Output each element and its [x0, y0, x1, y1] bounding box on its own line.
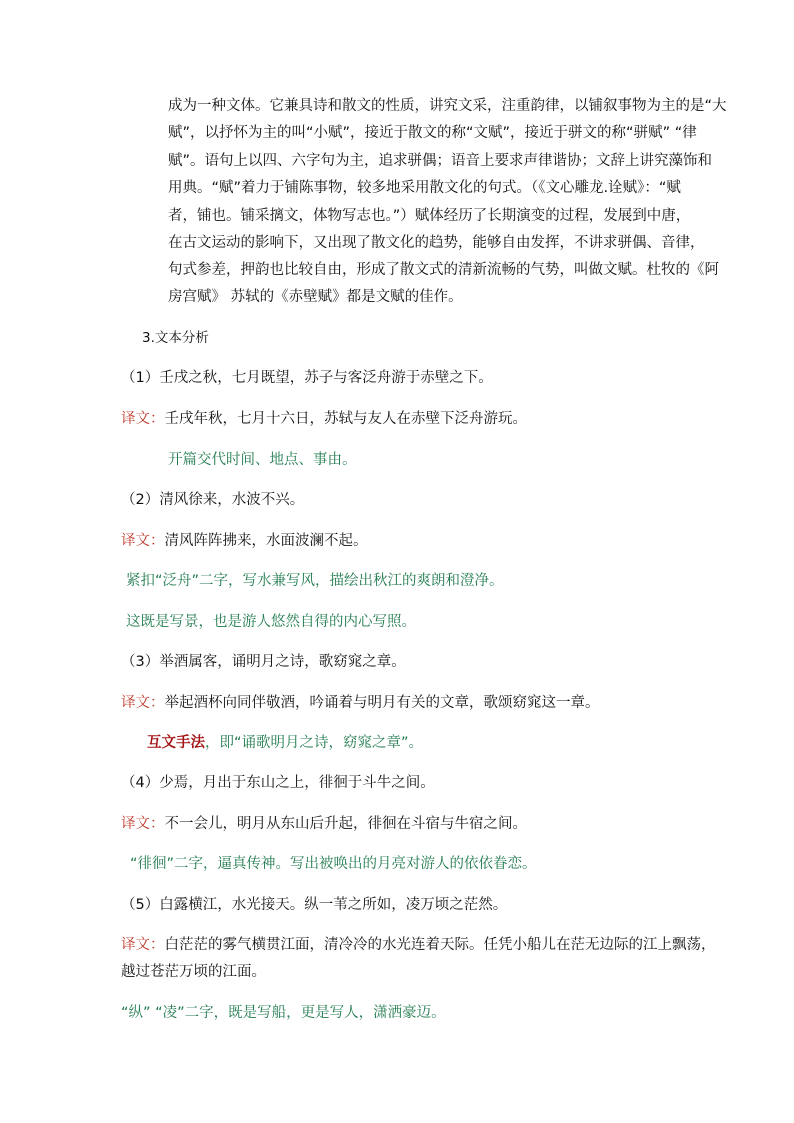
analysis-note: 紧扣“泛舟”二字，写水兼写风，描绘出秋江的爽朗和澄净。 [126, 573, 504, 589]
intro-line: 用典。“赋”着力于铺陈事物，较多地采用散文化的句式。（《文心雕龙.诠赋》：“赋 [168, 180, 681, 196]
translation-text: 白茫茫的雾气横贯江面，清冷冷的水光连着天际。任凭小船儿在茫无边际的江上飘荡， [164, 937, 716, 953]
analysis-note-text: ，即“诵歌明月之诗，窈窕之章”。 [205, 735, 424, 751]
translation-text: 不一会儿，明月从东山后升起，徘徊在斗宿与牛宿之间。 [164, 816, 527, 832]
original-sentence: （5）白露横江，水光接天。纵一苇之所如，凌万顷之茫然。 [121, 897, 508, 913]
analysis-note: 开篇交代时间、地点、事由。 [168, 452, 357, 468]
intro-line: 赋”。语句上以四、六字句为主，追求骈偶；语音上要求声律谐协；文辞上讲究藻饰和 [168, 153, 713, 169]
translation-label: 译文： [121, 937, 165, 953]
translation-text: 举起酒杯向同伴敬酒，吟诵着与明月有关的文章，歌颂窈窕这一章。 [164, 695, 600, 711]
translation-line [121, 409, 527, 429]
translation-label: 译文： [121, 533, 165, 549]
original-sentence: （3）举酒属客，诵明月之诗，歌窈窕之章。 [121, 654, 406, 670]
intro-line: 句式参差，押韵也比较自由，形成了散文式的清新流畅的气势，叫做文赋。杜牧的《阿 [168, 262, 719, 278]
analysis-note [147, 733, 423, 753]
analysis-note: “徘徊”二字，逼真传神。写出被唤出的月亮对游人的依依眷恋。 [130, 856, 537, 872]
intro-line: 成为一种文体。它兼具诗和散文的性质，讲究文采，注重韵律，以铺叙事物为主的是“大 [168, 98, 727, 114]
translation-line [121, 693, 600, 713]
translation-label: 译文： [121, 411, 165, 427]
section-heading: 3.文本分析 [142, 330, 209, 346]
intro-line: 在古文运动的影响下，又出现了散文化的趋势，能够自由发挥，不讲求骈偶、音律， [168, 235, 705, 251]
intro-line: 赋”，以抒怀为主的叫“小赋”，接近于散文的称“文赋”，接近于骈文的称“骈赋” “律 [168, 125, 697, 141]
translation-text: 壬戌年秋，七月十六日，苏轼与友人在赤壁下泛舟游玩。 [164, 411, 527, 427]
translation-line [121, 814, 527, 834]
original-sentence: （1）壬戌之秋，七月既望，苏子与客泛舟游于赤壁之下。 [121, 370, 493, 386]
original-sentence: （4）少焉，月出于东山之上，徘徊于斗牛之间。 [121, 775, 435, 791]
rhetoric-term: 互文手法 [147, 735, 205, 751]
intro-line: 者，铺也。铺采摛文，体物写志也。”）赋体经历了长期演变的过程，发展到中唐， [168, 208, 691, 224]
translation-label: 译文： [121, 816, 165, 832]
translation-line [121, 935, 716, 955]
analysis-note: “纵” “凌”二字，既是写船，更是写人，潇洒豪迈。 [121, 1005, 446, 1021]
intro-line: 房宫赋》 苏轼的《赤壁赋》都是文赋的佳作。 [168, 289, 463, 305]
translation-line [121, 531, 368, 551]
translation-text: 清风阵阵拂来，水面波澜不起。 [164, 533, 368, 549]
translation-label: 译文： [121, 695, 165, 711]
original-sentence: （2）清风徐来，水波不兴。 [121, 492, 305, 508]
analysis-note: 这既是写景，也是游人悠然自得的内心写照。 [126, 614, 416, 630]
translation-continuation: 越过苍茫万顷的江面。 [121, 964, 266, 980]
